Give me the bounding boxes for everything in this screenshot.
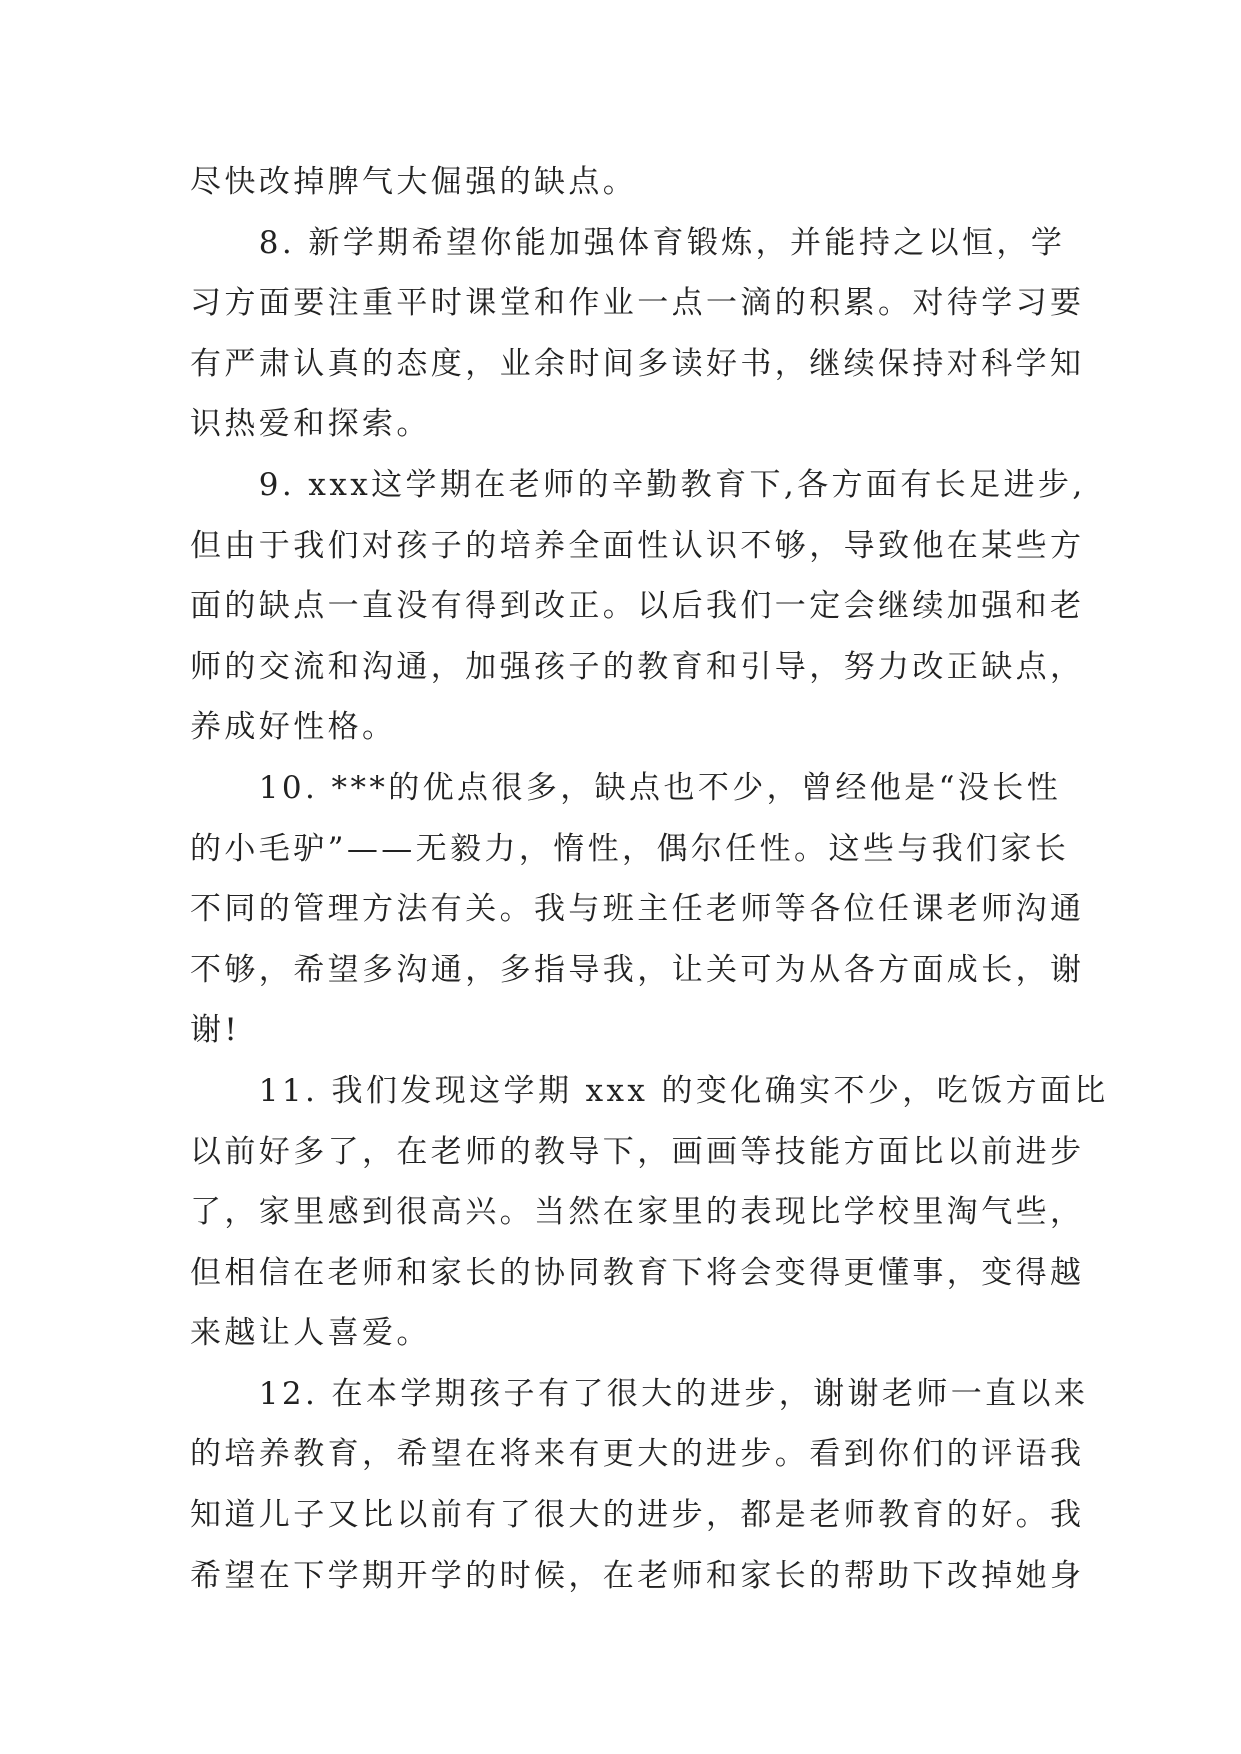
text-line: 11. 我们发现这学期 xxx 的变化确实不少，吃饭方面比 [190,1072,1109,1109]
text-line: 识热爱和探索。 [190,406,431,443]
text-line: 但相信在老师和家长的协同教育下将会变得更懂事，变得越 [190,1254,1085,1291]
text-line: 养成好性格。 [190,709,397,746]
text-line: 谢! [190,1012,241,1049]
text-line: 面的缺点一直没有得到改正。以后我们一定会继续加强和老 [190,588,1085,625]
text-line: 来越让人喜爱。 [190,1315,431,1352]
text-line: 了，家里感到很高兴。当然在家里的表现比学校里淘气些， [190,1194,1085,1231]
text-line: 不同的管理方法有关。我与班主任老师等各位任课老师沟通 [190,891,1085,928]
text-line: 的小毛驴”——无毅力，惰性，偶尔任性。这些与我们家长 [190,830,1070,867]
text-line: 希望在下学期开学的时候，在老师和家长的帮助下改掉她身 [190,1557,1085,1594]
text-line: 10. ***的优点很多，缺点也不少，曾经他是“没长性 [190,769,1062,806]
text-line: 不够，希望多沟通，多指导我，让关可为从各方面成长，谢 [190,951,1085,988]
text-line: 但由于我们对孩子的培养全面性认识不够，导致他在某些方 [190,527,1085,564]
text-line: 以前好多了，在老师的教导下，画画等技能方面比以前进步 [190,1133,1085,1170]
text-line: 尽快改掉脾气大倔强的缺点。 [190,164,638,200]
text-line: 的培养教育，希望在将来有更大的进步。看到你们的评语我 [190,1436,1085,1473]
text-line: 习方面要注重平时课堂和作业一点一滴的积累。对待学习要 [190,285,1085,322]
text-line: 师的交流和沟通，加强孩子的教育和引导，努力改正缺点， [190,648,1085,685]
text-line: 9. xxx这学期在老师的辛勤教育下,各方面有长足进步, [190,466,1086,503]
text-line: 知道儿子又比以前有了很大的进步，都是老师教育的好。我 [190,1497,1085,1534]
text-line: 8. 新学期希望你能加强体育锻炼，并能持之以恒，学 [190,224,1066,261]
text-line: 有严肃认真的态度，业余时间多读好书，继续保持对科学知 [190,345,1085,382]
document-body [190,152,1109,1606]
text-line: 12. 在本学期孩子有了很大的进步，谢谢老师一直以来 [190,1375,1089,1412]
